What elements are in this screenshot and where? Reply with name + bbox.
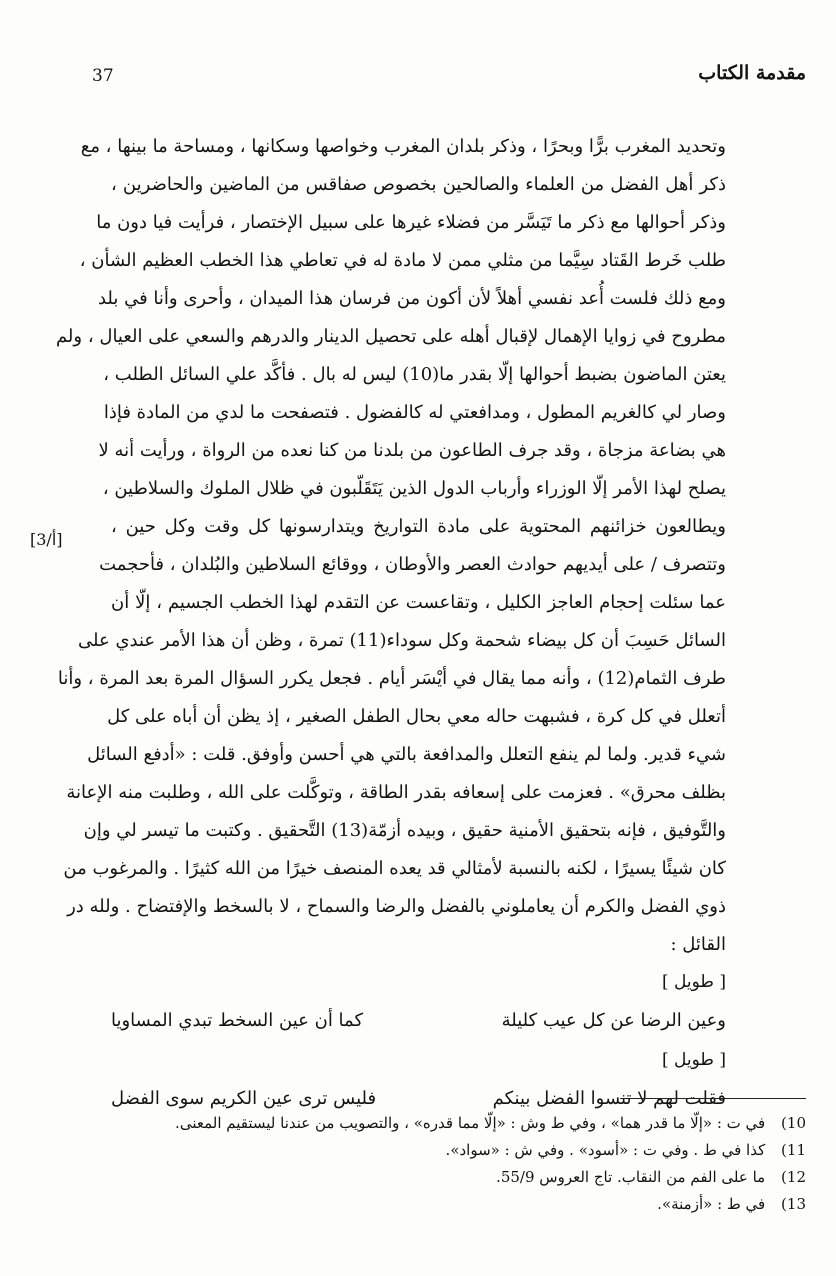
text-line: ومع ذلك فلست أُعد نفسي أهلاً لأن أكون من فرسان هذا الميدان ، وأحرى وأنا في بلد: [97, 288, 726, 309]
footnote-number: 11): [781, 1141, 806, 1159]
first-hemistich: وعين الرضا عن كل عيب كليلة: [501, 1010, 726, 1031]
manuscript-folio-marker: [3/أ]: [30, 530, 63, 549]
first-hemistich: فقلت لهم لا تنسوا الفضل بينكم: [492, 1088, 726, 1109]
text-line: أتعلل في كل كرة ، فشبهت حاله معي بحال الطفل الصغير ، إذ يظن أن أباه على كل: [107, 706, 726, 727]
text-line: وتحديد المغرب برًّا وبحرًا ، وذكر بلدان المغرب وخواصها وسكانها ، ومساحة ما بينها ، مع: [80, 136, 726, 157]
text-line: يصلح لهذا الأمر إلّا الوزراء وأرباب الدول الذين يَتَقَلّبون في ظلال الملوك والسلاطين ،: [102, 478, 726, 499]
text-line: عما سئلت إحجام العاجز الكليل ، وتقاعست عن التقدم لهذا الخطب الجسيم ، إلّا أن: [111, 592, 726, 613]
footnote: [106, 1137, 806, 1164]
text-line: ويطالعون خزائنهم المحتوية على مادة التواريخ ويتدارسونها كل وقت وكل حين ،: [111, 516, 726, 537]
text-line: وتتصرف / على أيديهم حوادث العصر والأوطان ، ووقائع السلاطين والبُلدان ، فأحجمت: [99, 554, 726, 575]
text-line: هي بضاعة مزجاة ، وقد جرف الطاعون من بلدنا من كنا نعده من الرواة ، ورأيت أنه لا: [98, 440, 726, 461]
footnote-text: في ت : «إلّا ما قدر هما» ، وفي ط وش : «إلّا مما قدره» ، والتصويب من عندنا ليستقيم المعنى.: [175, 1114, 766, 1132]
text-line: مطروح في زوايا الإهمال لإقبال أهله على تحصيل الدينار والدرهم والسعي على العيال ، ولم: [55, 326, 726, 347]
footnote-text: كذا في ط . وفي ت : «أسود» . وفي ش : «سواد».: [445, 1141, 766, 1159]
body-text: [55, 128, 726, 1120]
second-hemistich: كما أن عين السخط تبدي المساويا: [111, 1010, 364, 1031]
text-line: القائل :: [670, 934, 726, 955]
footnote-separator: [620, 1098, 806, 1099]
footnote: [106, 1191, 806, 1218]
footnote-text: في ط : «أزمنة».: [657, 1195, 766, 1213]
footnote-text: ما على الفم من النقاب. تاج العروس 55/9.: [496, 1168, 766, 1186]
text-line: وذكر أحوالها مع ذكر ما تَيَسَّر من فضلاء غيرها على سبيل الإختصار ، فرأيت فيا دون ما: [96, 212, 726, 233]
text-line: ذكر أهل الفضل من العلماء والصالحين بخصوص صفاقس من الماضين والحاضرين ،: [111, 174, 726, 195]
text-line: شيء قدير. ولما لم ينفع التعلل والمدافعة بالتي هي أحسن وأوفق. قلت : «أدفع السائل: [87, 744, 726, 765]
footnote-number: 10): [781, 1114, 806, 1132]
text-line: وصار لي كالغريم المطول ، ومدافعتي له كالفضول . فتصفحت ما لدي من المادة فإذا: [103, 402, 726, 423]
second-hemistich: فليس ترى عين الكريم سوى الفضل: [111, 1088, 377, 1109]
text-line: يعتن الماضون بضبط أحوالها إلّا بقدر ما(10) ليس له بال . فأكَّد علي السائل الطلب ،: [103, 364, 726, 385]
footnotes: [106, 1110, 806, 1218]
running-title: مقدمة الكتاب: [698, 62, 806, 84]
text-line: بظلف محرق» . فعزمت على إسعافه بقدر الطاقة ، وتوكَّلت على الله ، وطلبت منه الإعانة: [66, 782, 726, 803]
text-line: كان شيئًا يسيرًا ، لكنه بالنسبة لأمثالي قد يعده المنصف خيرًا من الله كثيرًا . والمرغوب من: [63, 858, 726, 879]
footnote: [106, 1110, 806, 1137]
footnote: [106, 1164, 806, 1191]
footnote-number: 13): [781, 1195, 806, 1213]
poetry-verse: [111, 1000, 726, 1042]
page-number: 37: [92, 66, 114, 86]
text-line: طلب خَرط القَتاد سِيَّما من مثلي ممن لا مادة له في تعاطي هذا الخطب العظيم الشأن ،: [79, 250, 726, 271]
text-line: والتَّوفيق ، فإنه بتحقيق الأمنية حقيق ، وبيده أزمّة(13) التَّحقيق . وكتبت ما تيسر لي وإن: [83, 820, 726, 841]
text-line: طرف الثمام(12) ، وأنه مما يقال في أيْسَر أيام . فجعل يكرر السؤال المرة بعد المرة ، وأنا: [57, 668, 726, 689]
text-line: ذوي الفضل والكرم أن يعاملوني بالفضل والرضا والسماح ، لا بالسخط والإفتضاح . ولله در: [67, 896, 726, 917]
text-line: السائل حَسِبَ أن كل بيضاء شحمة وكل سوداء(11) تمرة ، وظن أن هذا الأمر عندي على: [78, 630, 726, 651]
poetic-meter-label: [ طويل ]: [662, 1050, 726, 1070]
poetic-meter-label: [ طويل ]: [662, 972, 726, 992]
footnote-number: 12): [781, 1168, 806, 1186]
